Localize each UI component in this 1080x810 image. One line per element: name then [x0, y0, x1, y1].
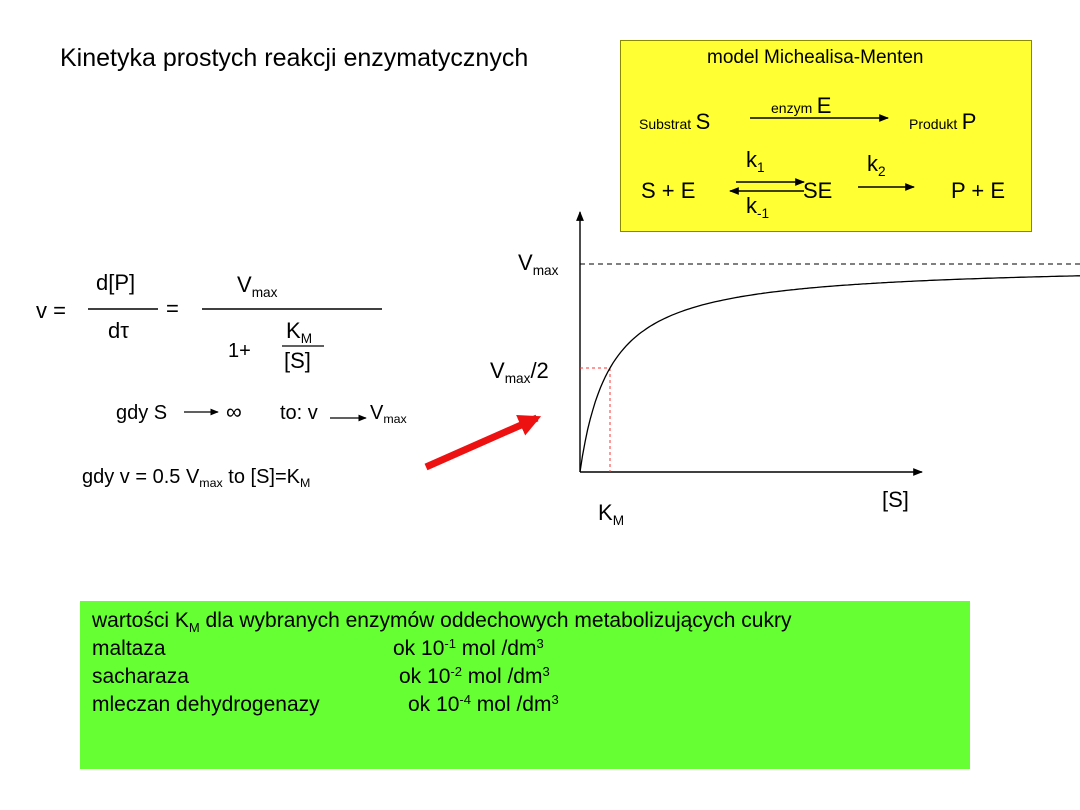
half-velocity-statement: gdy v = 0.5 $V_{max}$ to $[S]=K_M$ — [82, 466, 311, 491]
eq-numerator: d[P] — [96, 270, 136, 295]
product-label: Produkt P — [909, 109, 977, 134]
v-symbol: v = — [36, 298, 66, 323]
eq-denominator: dτ — [108, 318, 129, 343]
enzyme-label: enzym E — [771, 93, 832, 118]
rate-constant-k-minus1: $k_{-1}$ — [746, 193, 770, 221]
half-vmax-tick-label: $V_{max}/2$ — [490, 358, 549, 386]
km-values-box — [80, 601, 970, 769]
reactants: S + E — [641, 178, 696, 203]
infinity-symbol: ∞ — [226, 399, 242, 424]
complex-se: SE — [803, 178, 833, 203]
km-tick-label: $K_M$ — [598, 500, 625, 528]
limit-statement-vmax: $V_{max}$ — [370, 402, 407, 427]
eq-s-conc: [S] — [284, 348, 311, 373]
products: P + E — [951, 178, 1006, 203]
km-table-heading: wartości $K_M$ dla wybranych enzymów oddechowych metabolizujących cukry — [92, 609, 792, 635]
vmax-tick-label: $V_{max}$ — [518, 250, 559, 278]
michaelis-menten-curve — [580, 276, 1080, 472]
rate-constant-k1: $k_1$ — [746, 147, 765, 175]
eq-equals: = — [166, 296, 179, 321]
km-row-value: ok $10^{-1}$ mol $/dm^3$ — [393, 635, 544, 660]
rate-constant-k2: $k_2$ — [867, 151, 886, 179]
eq-vmax: $V_{max}$ — [237, 272, 278, 300]
km-row-name: mleczan dehydrogenazy — [92, 693, 320, 716]
limit-statement-to: to: v — [280, 402, 318, 424]
eq-km: $K_M$ — [286, 318, 313, 346]
substrate-label: Substrat S — [639, 109, 711, 134]
red-pointer-arrow — [426, 418, 537, 467]
x-axis-label: [S] — [882, 487, 909, 512]
km-row-value: ok $10^{-4}$ mol $/dm^3$ — [408, 691, 559, 716]
model-heading: model Michealisa-Menten — [707, 47, 924, 68]
slide-title: Kinetyka prostych reakcji enzymatycznych — [60, 44, 529, 72]
km-row-value: ok $10^{-2}$ mol $/dm^3$ — [399, 663, 550, 688]
km-row-name: sacharaza — [92, 665, 189, 688]
km-row-name: maltaza — [92, 637, 166, 660]
eq-one-plus: 1+ — [228, 340, 251, 362]
michaelis-menten-curve-layer — [580, 264, 1080, 472]
limit-statement-gdy: gdy S — [116, 402, 168, 424]
